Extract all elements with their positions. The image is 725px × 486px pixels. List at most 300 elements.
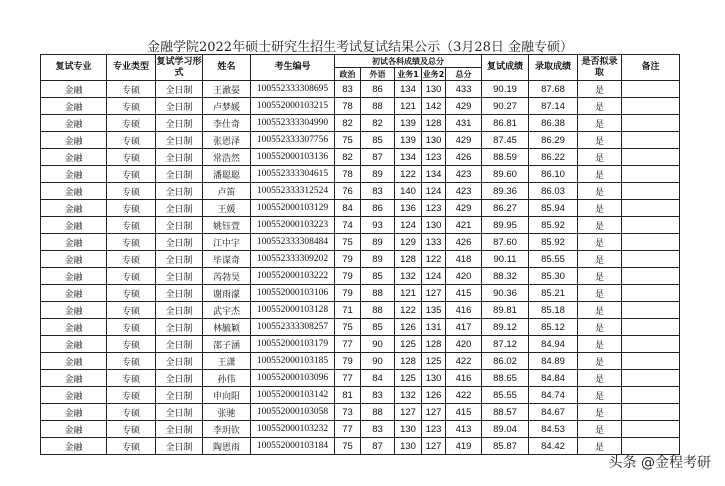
cell-subject1: 126 xyxy=(395,319,422,336)
cell-remark xyxy=(622,149,680,166)
cell-remark xyxy=(622,81,680,98)
cell-politics: 75 xyxy=(335,234,361,251)
cell-id: 100552000103184 xyxy=(251,438,335,455)
cell-admit: 84.42 xyxy=(529,438,578,455)
cell-admit: 85.55 xyxy=(529,251,578,268)
cell-total: 433 xyxy=(446,81,482,98)
cell-retest: 86.81 xyxy=(482,115,529,132)
cell-proposed: 是 xyxy=(578,438,622,455)
cell-retest: 88.65 xyxy=(482,370,529,387)
cell-id: 100552333312524 xyxy=(251,183,335,200)
header-remark: 备注 xyxy=(622,55,680,81)
cell-proposed: 是 xyxy=(578,200,622,217)
cell-politics: 79 xyxy=(335,268,361,285)
cell-retest: 88.57 xyxy=(482,404,529,421)
cell-politics: 75 xyxy=(335,438,361,455)
cell-name: 潘聪聪 xyxy=(203,166,251,183)
header-total: 总分 xyxy=(446,68,482,81)
cell-id: 100552333308484 xyxy=(251,234,335,251)
cell-major: 金融 xyxy=(41,319,107,336)
cell-admit: 86.10 xyxy=(529,166,578,183)
table-row xyxy=(41,217,680,234)
cell-english: 83 xyxy=(361,183,395,200)
cell-retest: 87.12 xyxy=(482,336,529,353)
cell-major: 金融 xyxy=(41,183,107,200)
cell-english: 82 xyxy=(361,115,395,132)
cell-politics: 77 xyxy=(335,370,361,387)
cell-major: 金融 xyxy=(41,336,107,353)
header-subject1: 业务1 xyxy=(395,68,422,81)
cell-remark xyxy=(622,421,680,438)
cell-total: 416 xyxy=(446,302,482,319)
cell-major: 金融 xyxy=(41,268,107,285)
cell-remark xyxy=(622,132,680,149)
cell-major: 金融 xyxy=(41,217,107,234)
cell-admit: 84.89 xyxy=(529,353,578,370)
cell-retest: 90.27 xyxy=(482,98,529,115)
cell-subject2: 130 xyxy=(422,132,446,149)
cell-admit: 85.18 xyxy=(529,302,578,319)
table-row xyxy=(41,285,680,302)
cell-subject1: 122 xyxy=(395,166,422,183)
cell-retest: 89.95 xyxy=(482,217,529,234)
cell-subject1: 128 xyxy=(395,353,422,370)
cell-proposed: 是 xyxy=(578,319,622,336)
cell-major: 金融 xyxy=(41,353,107,370)
cell-name: 姚钰萱 xyxy=(203,217,251,234)
cell-mode: 全日制 xyxy=(156,353,203,370)
cell-subject1: 121 xyxy=(395,98,422,115)
cell-id: 100552333307756 xyxy=(251,132,335,149)
cell-retest: 90.19 xyxy=(482,81,529,98)
cell-subject2: 127 xyxy=(422,438,446,455)
cell-english: 93 xyxy=(361,217,395,234)
cell-subject2: 131 xyxy=(422,319,446,336)
cell-mode: 全日制 xyxy=(156,421,203,438)
cell-id: 100552333304990 xyxy=(251,115,335,132)
cell-remark xyxy=(622,200,680,217)
cell-admit: 85.94 xyxy=(529,200,578,217)
cell-mode: 全日制 xyxy=(156,302,203,319)
cell-name: 陶恩雨 xyxy=(203,438,251,455)
cell-id: 100552000103129 xyxy=(251,200,335,217)
cell-proposed: 是 xyxy=(578,132,622,149)
cell-remark xyxy=(622,166,680,183)
cell-subject1: 134 xyxy=(395,81,422,98)
cell-type: 专硕 xyxy=(107,319,156,336)
cell-mode: 全日制 xyxy=(156,336,203,353)
cell-proposed: 是 xyxy=(578,166,622,183)
cell-mode: 全日制 xyxy=(156,319,203,336)
cell-total: 429 xyxy=(446,98,482,115)
cell-remark xyxy=(622,251,680,268)
cell-remark xyxy=(622,336,680,353)
cell-id: 100552333308695 xyxy=(251,81,335,98)
cell-english: 85 xyxy=(361,319,395,336)
cell-politics: 79 xyxy=(335,285,361,302)
cell-admit: 84.53 xyxy=(529,421,578,438)
cell-proposed: 是 xyxy=(578,336,622,353)
cell-total: 426 xyxy=(446,149,482,166)
cell-remark xyxy=(622,370,680,387)
cell-remark xyxy=(622,268,680,285)
cell-major: 金融 xyxy=(41,251,107,268)
cell-politics: 77 xyxy=(335,421,361,438)
cell-total: 415 xyxy=(446,404,482,421)
cell-total: 422 xyxy=(446,353,482,370)
cell-subject2: 124 xyxy=(422,268,446,285)
cell-major: 金融 xyxy=(41,98,107,115)
header-proposed: 是否拟录取 xyxy=(578,55,622,81)
table-row xyxy=(41,166,680,183)
cell-politics: 81 xyxy=(335,387,361,404)
table-row xyxy=(41,98,680,115)
cell-retest: 90.11 xyxy=(482,251,529,268)
cell-total: 423 xyxy=(446,166,482,183)
cell-name: 申向阳 xyxy=(203,387,251,404)
cell-total: 415 xyxy=(446,285,482,302)
cell-name: 卢笛 xyxy=(203,183,251,200)
header-type: 专业类型 xyxy=(107,55,156,81)
cell-retest: 87.45 xyxy=(482,132,529,149)
cell-id: 100552333304615 xyxy=(251,166,335,183)
table-row xyxy=(41,132,680,149)
cell-subject1: 132 xyxy=(395,387,422,404)
cell-retest: 88.59 xyxy=(482,149,529,166)
cell-mode: 全日制 xyxy=(156,285,203,302)
cell-id: 100552000103222 xyxy=(251,268,335,285)
cell-total: 422 xyxy=(446,387,482,404)
cell-id: 100552000103179 xyxy=(251,336,335,353)
cell-mode: 全日制 xyxy=(156,81,203,98)
cell-english: 89 xyxy=(361,166,395,183)
cell-name: 常浩然 xyxy=(203,149,251,166)
cell-type: 专硕 xyxy=(107,81,156,98)
cell-type: 专硕 xyxy=(107,370,156,387)
cell-subject2: 128 xyxy=(422,115,446,132)
header-politics: 政治 xyxy=(335,68,361,81)
cell-proposed: 是 xyxy=(578,268,622,285)
cell-english: 87 xyxy=(361,149,395,166)
header-mode: 复试学习形式 xyxy=(156,55,203,81)
cell-proposed: 是 xyxy=(578,404,622,421)
table-row xyxy=(41,200,680,217)
cell-name: 李玥钦 xyxy=(203,421,251,438)
cell-english: 89 xyxy=(361,234,395,251)
cell-subject1: 130 xyxy=(395,438,422,455)
results-table xyxy=(40,54,680,455)
cell-proposed: 是 xyxy=(578,421,622,438)
cell-english: 88 xyxy=(361,302,395,319)
cell-type: 专硕 xyxy=(107,268,156,285)
cell-name: 谢雨濛 xyxy=(203,285,251,302)
cell-subject2: 142 xyxy=(422,98,446,115)
cell-admit: 87.68 xyxy=(529,81,578,98)
cell-total: 421 xyxy=(446,217,482,234)
cell-proposed: 是 xyxy=(578,353,622,370)
cell-major: 金融 xyxy=(41,285,107,302)
cell-id: 100552000103096 xyxy=(251,370,335,387)
cell-type: 专硕 xyxy=(107,251,156,268)
cell-type: 专硕 xyxy=(107,353,156,370)
cell-name: 江中宇 xyxy=(203,234,251,251)
cell-mode: 全日制 xyxy=(156,98,203,115)
cell-major: 金融 xyxy=(41,302,107,319)
cell-proposed: 是 xyxy=(578,183,622,200)
cell-retest: 86.02 xyxy=(482,353,529,370)
table-row xyxy=(41,319,680,336)
cell-id: 100552000103106 xyxy=(251,285,335,302)
cell-major: 金融 xyxy=(41,115,107,132)
cell-major: 金融 xyxy=(41,149,107,166)
cell-subject2: 122 xyxy=(422,251,446,268)
cell-admit: 86.29 xyxy=(529,132,578,149)
cell-mode: 全日制 xyxy=(156,438,203,455)
cell-remark xyxy=(622,404,680,421)
cell-english: 87 xyxy=(361,438,395,455)
cell-type: 专硕 xyxy=(107,234,156,251)
cell-major: 金融 xyxy=(41,81,107,98)
cell-politics: 83 xyxy=(335,81,361,98)
cell-admit: 84.74 xyxy=(529,387,578,404)
table-row xyxy=(41,251,680,268)
cell-subject1: 121 xyxy=(395,285,422,302)
cell-subject1: 139 xyxy=(395,132,422,149)
cell-subject1: 125 xyxy=(395,370,422,387)
cell-english: 83 xyxy=(361,387,395,404)
cell-subject1: 139 xyxy=(395,115,422,132)
cell-politics: 75 xyxy=(335,132,361,149)
cell-total: 419 xyxy=(446,438,482,455)
cell-remark xyxy=(622,319,680,336)
cell-english: 84 xyxy=(361,370,395,387)
cell-name: 李仕奇 xyxy=(203,115,251,132)
table-row xyxy=(41,438,680,455)
table-row xyxy=(41,353,680,370)
cell-mode: 全日制 xyxy=(156,132,203,149)
cell-type: 专硕 xyxy=(107,421,156,438)
cell-proposed: 是 xyxy=(578,370,622,387)
cell-english: 85 xyxy=(361,132,395,149)
cell-admit: 84.67 xyxy=(529,404,578,421)
cell-mode: 全日制 xyxy=(156,251,203,268)
cell-type: 专硕 xyxy=(107,166,156,183)
cell-name: 张恩泽 xyxy=(203,132,251,149)
cell-admit: 85.12 xyxy=(529,319,578,336)
cell-total: 420 xyxy=(446,336,482,353)
cell-politics: 82 xyxy=(335,115,361,132)
cell-total: 418 xyxy=(446,251,482,268)
cell-english: 90 xyxy=(361,353,395,370)
cell-name: 卢梦媛 xyxy=(203,98,251,115)
cell-mode: 全日制 xyxy=(156,387,203,404)
cell-subject1: 134 xyxy=(395,149,422,166)
cell-proposed: 是 xyxy=(578,98,622,115)
cell-remark xyxy=(622,353,680,370)
cell-subject2: 128 xyxy=(422,336,446,353)
cell-id: 100552000103058 xyxy=(251,404,335,421)
cell-mode: 全日制 xyxy=(156,200,203,217)
cell-retest: 89.12 xyxy=(482,319,529,336)
cell-admit: 87.14 xyxy=(529,98,578,115)
cell-subject1: 136 xyxy=(395,200,422,217)
cell-admit: 85.30 xyxy=(529,268,578,285)
cell-subject2: 130 xyxy=(422,81,446,98)
cell-major: 金融 xyxy=(41,370,107,387)
table-row xyxy=(41,268,680,285)
cell-politics: 78 xyxy=(335,98,361,115)
cell-subject2: 130 xyxy=(422,370,446,387)
table-row xyxy=(41,183,680,200)
table-row xyxy=(41,421,680,438)
cell-admit: 85.92 xyxy=(529,217,578,234)
cell-subject2: 123 xyxy=(422,149,446,166)
cell-subject2: 124 xyxy=(422,183,446,200)
cell-remark xyxy=(622,234,680,251)
table-row xyxy=(41,149,680,166)
cell-name: 毕谋奇 xyxy=(203,251,251,268)
cell-english: 88 xyxy=(361,285,395,302)
cell-admit: 86.03 xyxy=(529,183,578,200)
cell-remark xyxy=(622,183,680,200)
cell-politics: 79 xyxy=(335,251,361,268)
cell-politics: 77 xyxy=(335,336,361,353)
cell-subject1: 127 xyxy=(395,404,422,421)
table-row xyxy=(41,115,680,132)
cell-remark xyxy=(622,115,680,132)
cell-type: 专硕 xyxy=(107,115,156,132)
cell-retest: 89.36 xyxy=(482,183,529,200)
cell-subject2: 127 xyxy=(422,404,446,421)
cell-english: 85 xyxy=(361,268,395,285)
cell-subject2: 125 xyxy=(422,353,446,370)
cell-type: 专硕 xyxy=(107,302,156,319)
cell-id: 100552000103232 xyxy=(251,421,335,438)
cell-subject1: 128 xyxy=(395,251,422,268)
cell-mode: 全日制 xyxy=(156,149,203,166)
cell-admit: 85.21 xyxy=(529,285,578,302)
table-row xyxy=(41,234,680,251)
cell-name: 张驰 xyxy=(203,404,251,421)
header-subject2: 业务2 xyxy=(422,69,445,79)
watermark: 头条 @金程考研 xyxy=(608,455,711,471)
cell-major: 金融 xyxy=(41,404,107,421)
cell-type: 专硕 xyxy=(107,336,156,353)
cell-proposed: 是 xyxy=(578,234,622,251)
cell-proposed: 是 xyxy=(578,115,622,132)
cell-subject1: 129 xyxy=(395,234,422,251)
cell-subject1: 132 xyxy=(395,268,422,285)
cell-total: 413 xyxy=(446,421,482,438)
cell-name: 邵子涵 xyxy=(203,336,251,353)
cell-type: 专硕 xyxy=(107,200,156,217)
cell-mode: 全日制 xyxy=(156,404,203,421)
cell-mode: 全日制 xyxy=(156,217,203,234)
cell-id: 100552000103142 xyxy=(251,387,335,404)
table-row xyxy=(41,404,680,421)
cell-retest: 89.60 xyxy=(482,166,529,183)
cell-english: 88 xyxy=(361,404,395,421)
cell-mode: 全日制 xyxy=(156,234,203,251)
cell-id: 100552000103185 xyxy=(251,353,335,370)
cell-retest: 85.55 xyxy=(482,387,529,404)
cell-subject1: 124 xyxy=(395,217,422,234)
page-title: 金融学院2022年硕士研究生招生考试复试结果公示（3月28日 金融专硕） xyxy=(146,40,574,55)
cell-politics: 74 xyxy=(335,217,361,234)
cell-politics: 78 xyxy=(335,166,361,183)
cell-major: 金融 xyxy=(41,132,107,149)
cell-proposed: 是 xyxy=(578,387,622,404)
cell-subject1: 122 xyxy=(395,302,422,319)
cell-retest: 85.87 xyxy=(482,438,529,455)
cell-name: 王潇 xyxy=(203,353,251,370)
cell-retest: 89.04 xyxy=(482,421,529,438)
table-row xyxy=(41,81,680,98)
cell-major: 金融 xyxy=(41,234,107,251)
header-english: 外语 xyxy=(361,68,395,81)
header-prelim: 初试各科成绩及总分 xyxy=(335,55,482,68)
cell-politics: 76 xyxy=(335,183,361,200)
cell-subject2: 127 xyxy=(422,285,446,302)
cell-mode: 全日制 xyxy=(156,166,203,183)
table-row xyxy=(41,370,680,387)
cell-english: 90 xyxy=(361,336,395,353)
cell-total: 426 xyxy=(446,234,482,251)
cell-proposed: 是 xyxy=(578,149,622,166)
cell-retest: 88.32 xyxy=(482,268,529,285)
cell-politics: 73 xyxy=(335,404,361,421)
cell-politics: 84 xyxy=(335,200,361,217)
cell-id: 100552000103223 xyxy=(251,217,335,234)
table-row xyxy=(41,387,680,404)
table-row xyxy=(41,336,680,353)
cell-proposed: 是 xyxy=(578,217,622,234)
header-retest: 复试成绩 xyxy=(482,55,529,81)
cell-politics: 75 xyxy=(335,319,361,336)
cell-subject1: 130 xyxy=(395,421,422,438)
cell-type: 专硕 xyxy=(107,217,156,234)
cell-mode: 全日制 xyxy=(156,183,203,200)
cell-total: 423 xyxy=(446,183,482,200)
cell-admit: 85.92 xyxy=(529,234,578,251)
cell-english: 89 xyxy=(361,251,395,268)
cell-english: 83 xyxy=(361,421,395,438)
cell-english: 86 xyxy=(361,81,395,98)
cell-politics: 79 xyxy=(335,353,361,370)
cell-remark xyxy=(622,302,680,319)
cell-total: 429 xyxy=(446,132,482,149)
cell-subject2: 133 xyxy=(422,234,446,251)
cell-type: 专硕 xyxy=(107,404,156,421)
cell-english: 86 xyxy=(361,200,395,217)
cell-id: 100552333308257 xyxy=(251,319,335,336)
cell-remark xyxy=(622,217,680,234)
cell-total: 420 xyxy=(446,268,482,285)
cell-mode: 全日制 xyxy=(156,370,203,387)
cell-major: 金融 xyxy=(41,200,107,217)
cell-subject1: 140 xyxy=(395,183,422,200)
cell-name: 孙伟 xyxy=(203,370,251,387)
cell-name: 王媛 xyxy=(203,200,251,217)
cell-total: 417 xyxy=(446,319,482,336)
cell-admit: 86.38 xyxy=(529,115,578,132)
cell-remark xyxy=(622,98,680,115)
cell-admit: 86.22 xyxy=(529,149,578,166)
cell-id: 100552333309202 xyxy=(251,251,335,268)
cell-type: 专硕 xyxy=(107,438,156,455)
cell-name: 王澈晏 xyxy=(203,81,251,98)
cell-mode: 全日制 xyxy=(156,115,203,132)
